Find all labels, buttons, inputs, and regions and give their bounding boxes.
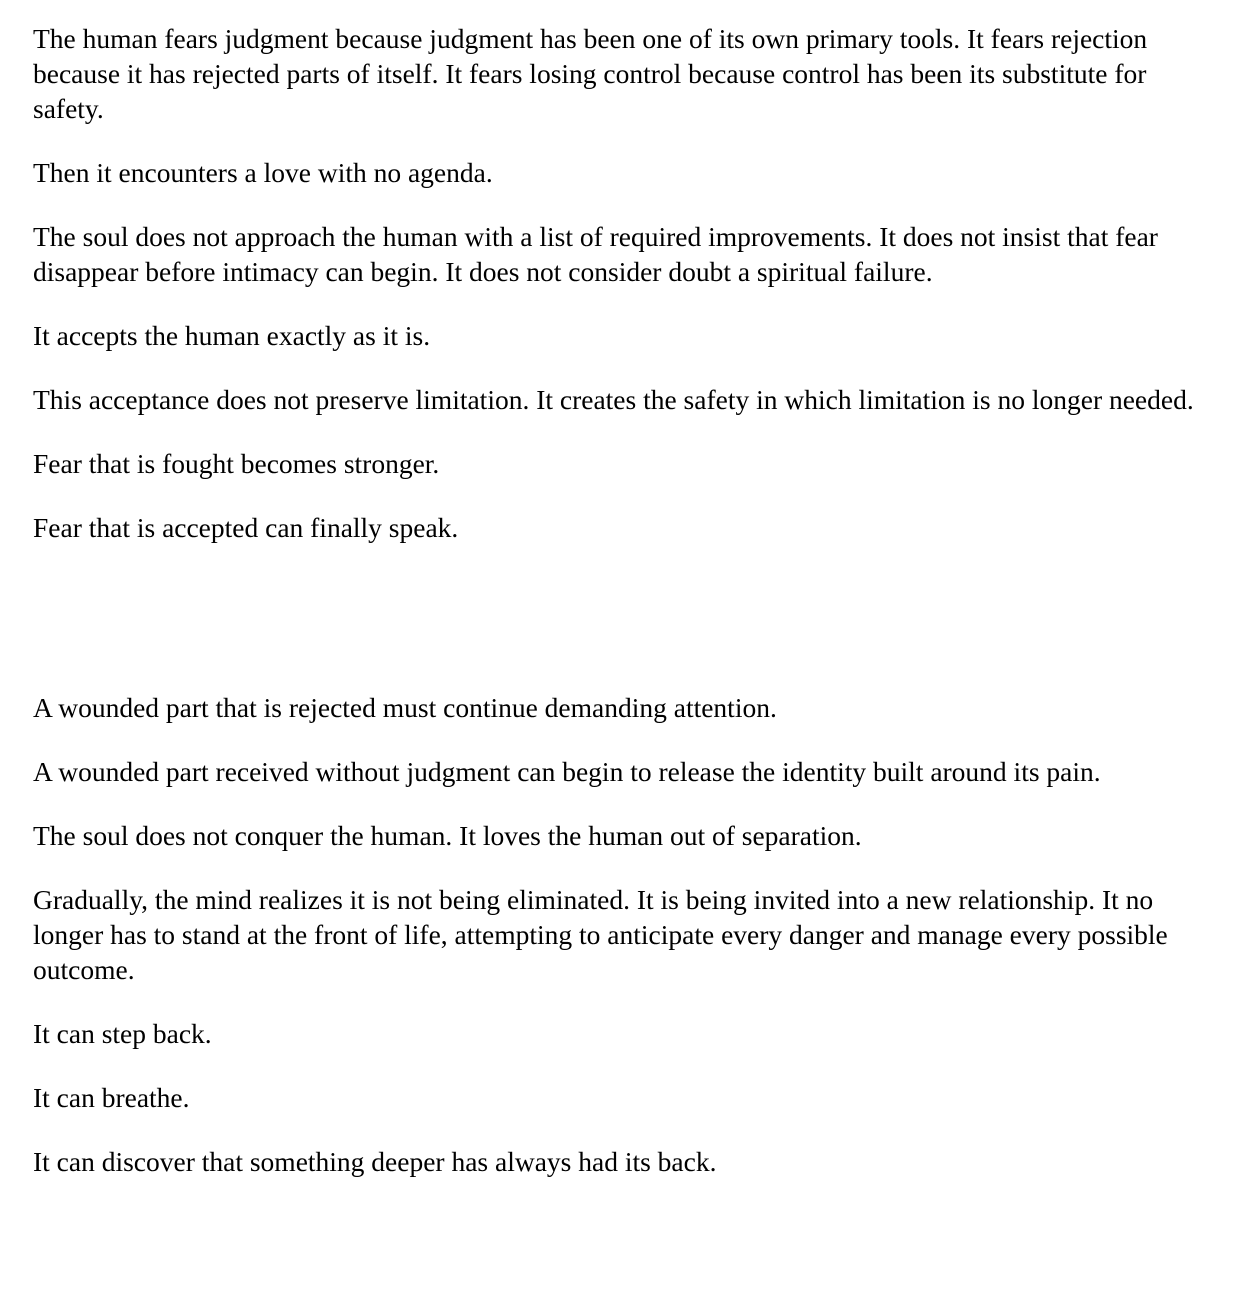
paragraph: The soul does not conquer the human. It loves the human out of separation.	[33, 820, 862, 851]
section-spacer	[33, 545, 1208, 690]
document-section-2	[33, 690, 1208, 1179]
paragraph: This acceptance does not preserve limitation. It creates the safety in which limitation is no longer needed.	[33, 384, 1194, 415]
paragraph: It can breathe.	[33, 1082, 190, 1113]
paragraph: The soul does not approach the human with a list of required improvements. It does not insist that fear disappear before intimacy can begin. It does not consider doubt a spiritual failure.	[33, 221, 1158, 287]
paragraph: It can discover that something deeper has always had its back.	[33, 1146, 717, 1177]
paragraph: Fear that is fought becomes stronger.	[33, 448, 440, 479]
paragraph: A wounded part that is rejected must continue demanding attention.	[33, 692, 777, 723]
document-page	[33, 21, 1208, 1179]
paragraph: It can step back.	[33, 1018, 212, 1049]
paragraph: Then it encounters a love with no agenda.	[33, 157, 493, 188]
paragraph: Fear that is accepted can finally speak.	[33, 512, 459, 543]
paragraph: A wounded part received without judgment can begin to release the identity built around its pain.	[33, 756, 1101, 787]
paragraph: Gradually, the mind realizes it is not being eliminated. It is being invited into a new relationship. It no longer has to stand at the front of life, attempting to anticipate every danger and manage every possible outcome.	[33, 884, 1168, 985]
document-section-1	[33, 21, 1208, 545]
paragraph: The human fears judgment because judgment has been one of its own primary tools. It fears rejection because it has rejected parts of itself. It fears losing control because control has been its substitute for safety.	[33, 23, 1148, 124]
paragraph: It accepts the human exactly as it is.	[33, 320, 431, 351]
